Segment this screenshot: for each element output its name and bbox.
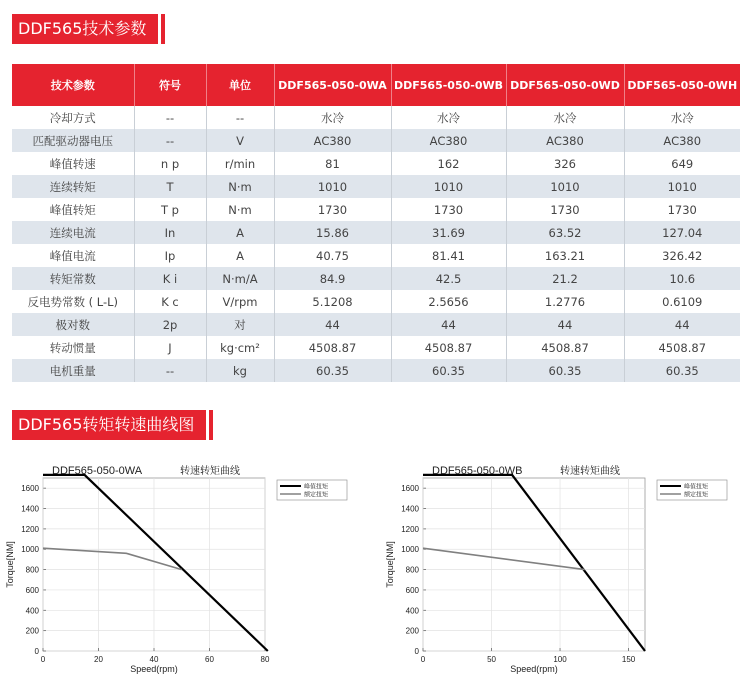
x-tick-label: 0 [40,655,46,664]
table-cell: 84.9 [274,267,391,290]
table-row [12,336,740,359]
table-cell: 2.5656 [391,290,506,313]
y-tick-label: 600 [25,585,39,595]
table-cell: -- [134,129,206,152]
table-cell: 极对数 [12,313,134,336]
y-tick-label: 0 [34,647,39,656]
table-cell: A [206,221,274,244]
chart-svg [0,450,370,680]
table-cell: 水冷 [391,106,506,129]
table-header-row [12,64,740,106]
table-header-cell: DDF565-050-0WH [624,64,740,106]
table-cell: 42.5 [391,267,506,290]
table-cell: 1010 [274,175,391,198]
table-cell: T [134,175,206,198]
table-row [12,267,740,290]
x-tick-label: 150 [621,655,636,664]
table-row [12,175,740,198]
y-tick-label: 1000 [401,545,419,555]
table-cell: 1730 [391,198,506,221]
x-tick-label: 80 [260,655,270,664]
y-tick-label: 400 [25,606,39,616]
table-cell: 649 [624,152,740,175]
x-axis-label: Speed(rpm) [510,664,558,674]
table-cell: V/rpm [206,290,274,313]
table-cell: 水冷 [274,106,391,129]
y-tick-label: 0 [414,647,419,656]
table-cell: 4508.87 [506,336,624,359]
y-tick-label: 800 [405,565,419,575]
table-header-cell: DDF565-050-0WA [274,64,391,106]
table-row [12,313,740,336]
table-cell: 63.52 [506,221,624,244]
table-cell: 1010 [506,175,624,198]
x-tick-label: 20 [94,655,103,664]
table-cell: 连续电流 [12,221,134,244]
table-cell: 1730 [624,198,740,221]
table-cell: 连续转矩 [12,175,134,198]
table-cell: 163.21 [506,244,624,267]
table-cell: 1730 [506,198,624,221]
table-cell: 60.35 [391,359,506,382]
table-cell: 81 [274,152,391,175]
table-cell: -- [206,106,274,129]
table-cell: 21.2 [506,267,624,290]
torque-speed-chart-0wa [0,450,370,680]
table-cell: AC380 [274,129,391,152]
y-tick-label: 200 [405,626,419,636]
table-cell: 4508.87 [391,336,506,359]
table-header-cell: 技术参数 [12,64,134,106]
table-cell: 44 [506,313,624,336]
table-cell: 对 [206,313,274,336]
table-cell: N·m/A [206,267,274,290]
table-cell: 31.69 [391,221,506,244]
y-axis-label: Torque[NM] [5,541,15,588]
table-cell: 1010 [391,175,506,198]
x-tick-label: 50 [487,655,496,664]
table-cell: AC380 [506,129,624,152]
table-cell: N·m [206,198,274,221]
table-cell: kg [206,359,274,382]
legend-label: 峰值扭矩 [304,484,329,491]
table-cell: 1730 [274,198,391,221]
table-row [12,152,740,175]
section-title-specs-label: DDF565技术参数 [12,14,158,44]
table-cell: K c [134,290,206,313]
table-cell: 2p [134,313,206,336]
table-header-cell: DDF565-050-0WB [391,64,506,106]
table-row [12,359,740,382]
x-tick-label: 40 [149,655,159,664]
chart-title: DDF565-050-0WB [432,465,523,477]
table-cell: 60.35 [274,359,391,382]
table-cell: 冷却方式 [12,106,134,129]
table-cell: Ip [134,244,206,267]
table-header-cell: DDF565-050-0WD [506,64,624,106]
y-tick-label: 1600 [401,484,419,494]
table-cell: 反电势常数 ( L-L) [12,290,134,313]
table-cell: 5.1208 [274,290,391,313]
table-cell: 44 [624,313,740,336]
table-cell: K i [134,267,206,290]
legend-label: 峰值扭矩 [684,484,709,491]
x-tick-label: 60 [205,655,214,664]
legend-label: 额定扭矩 [304,492,329,499]
y-tick-label: 1400 [21,504,39,514]
legend-label: 额定扭矩 [684,492,709,499]
chart-subtitle: 转速转矩曲线 [560,466,620,477]
table-cell: 44 [391,313,506,336]
table-cell: 水冷 [506,106,624,129]
table-cell: 4508.87 [274,336,391,359]
table-cell: 4508.87 [624,336,740,359]
table-cell: 60.35 [624,359,740,382]
section-title-curves [12,410,213,440]
table-cell: 峰值电流 [12,244,134,267]
table-cell: r/min [206,152,274,175]
table-cell: 44 [274,313,391,336]
table-cell: AC380 [391,129,506,152]
table-cell: 40.75 [274,244,391,267]
table-cell: 峰值转速 [12,152,134,175]
table-header-cell: 单位 [206,64,274,106]
y-tick-label: 1600 [21,484,39,494]
table-cell: In [134,221,206,244]
y-tick-label: 400 [405,606,419,616]
table-cell: 162 [391,152,506,175]
table-cell: A [206,244,274,267]
spec-table [12,64,740,382]
y-tick-label: 1200 [401,524,419,534]
table-row [12,198,740,221]
y-tick-label: 1400 [401,504,419,514]
x-tick-label: 100 [553,655,567,664]
table-cell: N·m [206,175,274,198]
table-row [12,244,740,267]
table-cell: J [134,336,206,359]
table-cell: 峰值转矩 [12,198,134,221]
table-row [12,106,740,129]
table-cell: 326 [506,152,624,175]
table-cell: AC380 [624,129,740,152]
table-cell: n p [134,152,206,175]
torque-speed-chart-0wb [380,450,750,680]
table-row [12,221,740,244]
chart-subtitle: 转速转矩曲线 [180,466,240,477]
table-cell: 匹配驱动器电压 [12,129,134,152]
table-row [12,290,740,313]
title-accent-bar [161,14,165,44]
y-tick-label: 200 [25,626,39,636]
table-cell: 81.41 [391,244,506,267]
table-cell: 1010 [624,175,740,198]
table-cell: 水冷 [624,106,740,129]
table-cell: 10.6 [624,267,740,290]
y-tick-label: 600 [405,585,419,595]
section-title-curves-label: DDF565转矩转速曲线图 [12,410,206,440]
x-tick-label: 0 [420,655,426,664]
table-cell: 1.2776 [506,290,624,313]
table-cell: 60.35 [506,359,624,382]
y-axis-label: Torque[NM] [385,541,395,588]
chart-svg [380,450,750,680]
table-header-cell: 符号 [134,64,206,106]
y-tick-label: 800 [25,565,39,575]
x-axis-label: Speed(rpm) [130,664,178,674]
title-accent-bar [209,410,213,440]
table-cell: 15.86 [274,221,391,244]
y-tick-label: 1200 [21,524,39,534]
table-cell: 转矩常数 [12,267,134,290]
table-cell: 127.04 [624,221,740,244]
table-cell: 0.6109 [624,290,740,313]
table-cell: 326.42 [624,244,740,267]
section-title-specs [12,14,165,44]
chart-title: DDF565-050-0WA [52,465,143,477]
table-cell: V [206,129,274,152]
table-cell: 转动惯量 [12,336,134,359]
table-row [12,129,740,152]
table-cell: -- [134,359,206,382]
table-cell: kg·cm² [206,336,274,359]
y-tick-label: 1000 [21,545,39,555]
table-cell: T p [134,198,206,221]
table-cell: -- [134,106,206,129]
table-cell: 电机重量 [12,359,134,382]
